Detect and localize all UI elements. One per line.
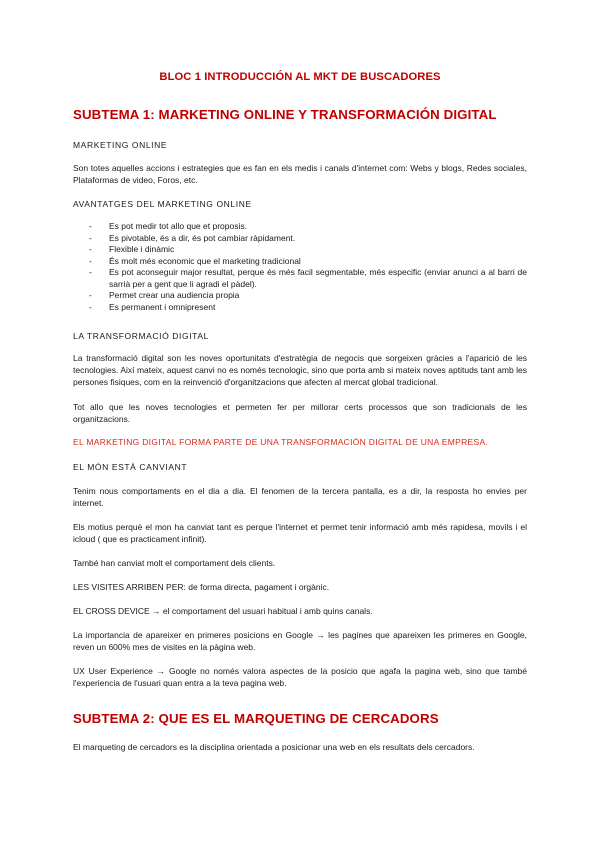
list-item: - Es permanent i omnipresent [89,301,216,312]
bloc-title: BLOC 1 INTRODUCCIÓN AL MKT DE BUSCADORES [159,71,441,83]
google-paragraph: La importancia de apareixer en primeres posicions en Google → les pagines que apareixen les primeres en Google, reven un 600% mes de visites en la pàgina web. [73,630,527,652]
digital-marketing-highlight: EL MARKETING DIGITAL FORMA PARTE DE UNA TRANSFORMACIÓN DIGITAL DE UNA EMPRESA. [73,437,489,447]
mon-paragraph-3: També han canviat molt el comportament dels clients. [73,558,276,568]
transformacio-heading: LA TRANSFORMACIÓ DIGITAL [73,331,209,341]
subtema-1-title: SUBTEMA 1: MARKETING ONLINE Y TRANSFORMACIÓN DIGITAL [73,107,497,122]
list-item: - Flexible i dinàmic [89,244,175,254]
transformacio-paragraph-1: La transformació digital son les noves oportunitats d'estratègia de negocis que sorgeixen gràcies a l'aparició de les tecnologies. Així mateix, aquest canvi no es només tecnologic, sino que porta amb si mateix noves aptituds tant amb les persones fisiques, com en la reinvenció d'organitzacions que afecten al mercat global tradicional. [73,353,527,387]
avantatges-heading: AVANTATGES DEL MARKETING ONLINE [73,199,252,209]
avantatges-list [73,221,527,313]
marketing-online-text: Son totes aquelles accions i estrategies que es fan en els medis i canals d'internet com: Webs y blogs, Redes sociales, Plataformas de video, Foros, etc. [73,163,527,185]
mon-canviant-heading: EL MÓN ESTÀ CANVIANT [73,462,188,472]
subtema-2-title: SUBTEMA 2: QUE ES EL MARQUETING DE CERCADORS [73,711,439,726]
mon-paragraph-2: Els motius perquè el mon ha canviat tant es perque l'internet et permet tenir informació amb més rapidesa, movils i el icloud ( que es practicament infinit). [73,522,527,544]
subtema-2-text: El marqueting de cercadors es la disciplina orientada a posicionar una web en els resultats dels cercadors. [73,742,475,752]
list-item: - Es pivotable, és a dir, és pot cambiar ràpidament. [89,232,296,243]
list-item: - Es pot aconseguir major resultat, perque és més facil segmentable, més especific (enviar anunci a al barri de sarrià per a gent que li agradi el pàdel). [89,267,527,289]
ux-paragraph: UX User Experience → Google no només valora aspectes de la posicio que agafa la pagina web, sino que també l'experiencia de l'usuari quan entra a la teva pagina web. [73,666,527,688]
list-item: - Permet crear una audiencia propia [89,290,240,300]
transformacio-paragraph-2: Tot allo que les noves tecnologies et permeten fer per millorar certs processos que son tradicionals de les organitzacions. [73,402,527,424]
list-item: - És molt més economic que el marketing tradicional [89,255,301,266]
list-item: - Es pot medir tot allo que et proposis. [89,221,247,231]
cross-device-paragraph: EL CROSS DEVICE → el comportament del usuari habitual i amb quins canals. [73,606,373,616]
visites-paragraph: LES VISITES ARRIBEN PER: de forma directa, pagament i orgànic. [73,582,330,592]
marketing-online-heading: MARKETING ONLINE [73,140,168,150]
mon-paragraph-1: Tenim nous comportaments en el dia a dia. El fenomen de la tercera pantalla, es a dir, la resposta ho envies per internet. [73,486,527,508]
